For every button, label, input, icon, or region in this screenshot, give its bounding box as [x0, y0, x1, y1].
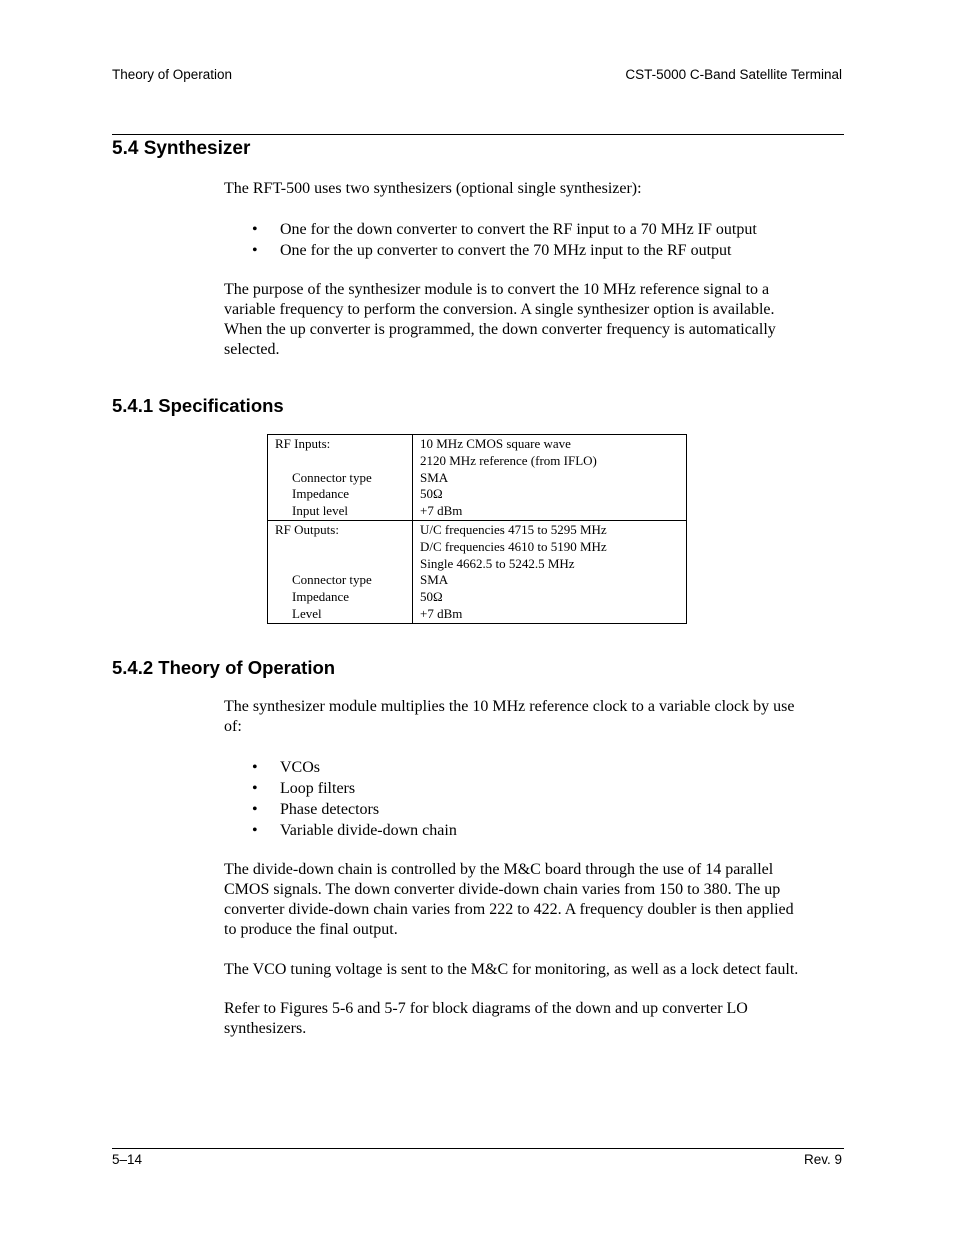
footer-rule — [112, 1148, 844, 1149]
running-header-left: Theory of Operation — [112, 67, 233, 82]
theory-heading: 5.4.2 Theory of Operation — [112, 657, 336, 678]
table-row — [268, 435, 687, 521]
specifications-table — [267, 434, 687, 624]
running-header-right: CST-5000 C-Band Satellite Terminal — [625, 67, 842, 82]
bullet-icon: • — [252, 221, 258, 238]
bullet-icon: • — [252, 242, 258, 259]
list-item: • One for the up converter to convert the 70 MHz input to the RF output — [252, 242, 732, 259]
table-row — [268, 520, 687, 623]
theory-intro: The synthesizer module multiplies the 10 MHz reference clock to a variable clock by use of: — [224, 698, 795, 735]
table-cell: U/C frequencies 4715 to 5295 MHz D/C frequencies 4610 to 5190 MHz Single 4662.5 to 5242.5 MHz SMA 50Ω +7 dBm — [413, 520, 687, 623]
list-item: • Loop filters — [252, 780, 356, 797]
bullet-icon: • — [252, 801, 258, 818]
bullet-icon: • — [252, 822, 258, 839]
list-item: • Phase detectors — [252, 801, 380, 818]
table-cell: 10 MHz CMOS square wave 2120 MHz reference (from IFLO) SMA 50Ω +7 dBm — [413, 435, 687, 521]
specifications-heading: 5.4.1 Specifications — [112, 395, 284, 416]
page-number: 5–14 — [112, 1152, 143, 1167]
section-heading: 5.4 Synthesizer — [112, 138, 251, 159]
revision-label: Rev. 9 — [803, 1152, 842, 1167]
theory-paragraph-3: Refer to Figures 5-6 and 5-7 for block diagrams of the down and up converter LO synthesizers. — [224, 1000, 748, 1037]
table-cell: RF Outputs: Connector type Impedance Level — [268, 520, 413, 623]
section-paragraph: The purpose of the synthesizer module is to convert the 10 MHz reference signal to a variable frequency to perform the conversion. A single synthesizer option is available. When the up converter is programmed, the down converter frequency is automatically selected. — [224, 281, 776, 358]
synthesizer-bullet-list — [224, 219, 844, 261]
list-item: • Variable divide-down chain — [252, 822, 457, 839]
list-item: • VCOs — [252, 759, 321, 776]
bullet-icon: • — [252, 759, 258, 776]
bullet-icon: • — [252, 780, 258, 797]
header-rule — [112, 134, 844, 135]
theory-bullet-list — [224, 757, 844, 841]
section-intro: The RFT-500 uses two synthesizers (optional single synthesizer): — [224, 180, 642, 197]
list-item: • One for the down converter to convert the RF input to a 70 MHz IF output — [252, 221, 757, 238]
theory-paragraph-1: The divide-down chain is controlled by the M&C board through the use of 14 parallel CMOS signals. The down converter divide-down chain varies from 150 to 380. The up converter divide-down chain varies from 222 to 422. A frequency doubler is then applied to produce the final output. — [224, 861, 794, 938]
table-cell: RF Inputs: Connector type Impedance Input level — [268, 435, 413, 521]
theory-paragraph-2: The VCO tuning voltage is sent to the M&C for monitoring, as well as a lock detect fault. — [224, 961, 799, 978]
